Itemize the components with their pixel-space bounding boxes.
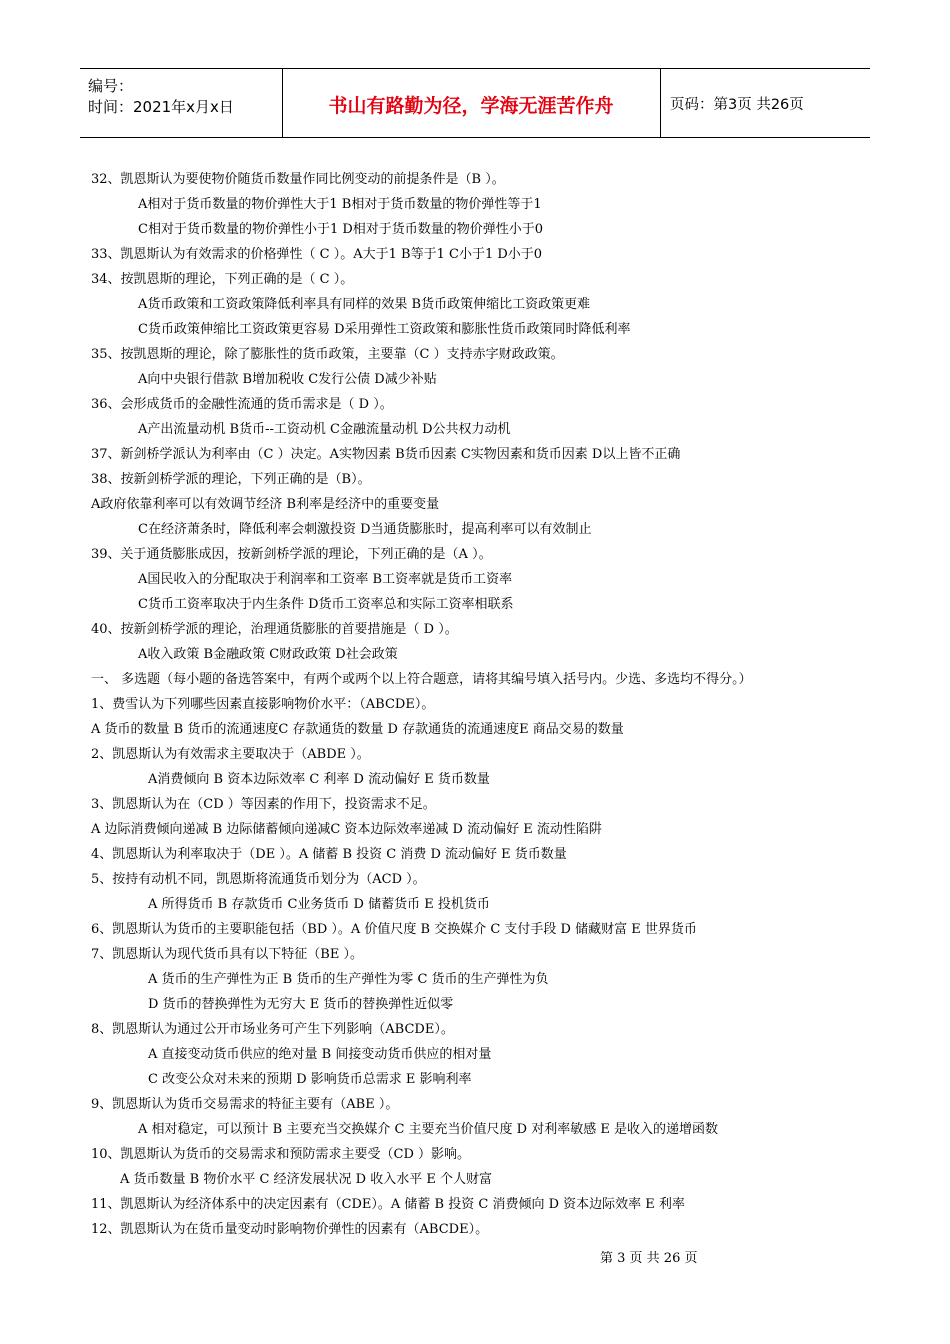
text-line: C货币政策伸缩比工资政策更容易 D采用弹性工资政策和膨胀性货币政策同时降低利率 (138, 322, 631, 337)
header-center-cell (282, 69, 661, 137)
header-motto: 书山有路勤为径，学海无涯苦作舟 (328, 95, 614, 117)
text-line: A政府依靠利率可以有效调节经济 B利率是经济中的重要变量 (91, 497, 440, 512)
text-line: A收入政策 B金融政策 C财政政策 D社会政策 (138, 647, 398, 662)
text-line: 3、凯恩斯认为在（CD ）等因素的作用下，投资需求不足。 (91, 797, 436, 812)
document-date-label: 时间：2021年x月x日 (88, 98, 234, 116)
text-line: 37、新剑桥学派认为利率由（C ）决定。A实物因素 B货币因素 C实物因素和货币因素 D以上皆不正确 (91, 447, 681, 462)
document-number-label: 编号： (88, 77, 134, 95)
text-line: 35、按凯恩斯的理论，除了膨胀性的货币政策，主要靠（C ）支持赤字财政政策。 (91, 347, 564, 362)
text-line: 36、会形成货币的金融性流通的货币需求是（ D ）。 (91, 397, 393, 412)
header-left-cell (80, 69, 283, 137)
text-line: A 货币数量 B 物价水平 C 经济发展状况 D 收入水平 E 个人财富 (120, 1172, 492, 1187)
text-line: D 货币的替换弹性为无穷大 E 货币的替换弹性近似零 (148, 997, 454, 1012)
text-line: 40、按新剑桥学派的理论，治理通货膨胀的首要措施是（ D ）。 (91, 622, 458, 637)
text-line: 2、凯恩斯认为有效需求主要取决于（ABDE ）。 (91, 747, 370, 762)
header-right-cell (660, 69, 870, 137)
text-line: 33、凯恩斯认为有效需求的价格弹性（ C ）。A大于1 B等于1 C小于1 D小于0 (91, 247, 543, 262)
text-line: 1、费雪认为下列哪些因素直接影响物价水平：（ABCDE）。 (91, 697, 435, 712)
text-line: 12、凯恩斯认为在货币量变动时影响物价弹性的因素有（ABCDE）。 (91, 1222, 489, 1237)
text-line: 32、凯恩斯认为要使物价随货币数量作同比例变动的前提条件是（B ）。 (91, 172, 505, 187)
header-page-info: 页码：第3页 共26页 (670, 97, 804, 113)
text-line: 5、按持有动机不同，凯恩斯将流通货币划分为（ACD ）。 (91, 872, 426, 887)
text-line: A 相对稳定，可以预计 B 主要充当交换媒介 C 主要充当价值尺度 D 对利率敏感 E 是收入的递增函数 (138, 1122, 718, 1137)
text-line: C在经济萧条时，降低利率会刺激投资 D当通货膨胀时，提高利率可以有效制止 (138, 522, 592, 537)
text-line: 9、凯恩斯认为货币交易需求的特征主要有（ABE ）。 (91, 1097, 399, 1112)
text-line: 7、凯恩斯认为现代货币具有以下特征（BE ）。 (91, 947, 363, 962)
text-line: A国民收入的分配取决于利润率和工资率 B工资率就是货币工资率 (138, 572, 513, 587)
text-line: A 所得货币 B 存款货币 C业务货币 D 储蓄货币 E 投机货币 (148, 897, 490, 912)
text-line: 34、按凯恩斯的理论，下列正确的是（ C ）。 (91, 272, 354, 287)
text-line: 8、凯恩斯认为通过公开市场业务可产生下列影响（ABCDE）。 (91, 1022, 454, 1037)
text-line: 4、凯恩斯认为利率取决于（DE ）。A 储蓄 B 投资 C 消费 D 流动偏好 E 货币数量 (91, 847, 567, 862)
text-line: C 改变公众对未来的预期 D 影响货币总需求 E 影响利率 (148, 1072, 472, 1087)
text-line: C货币工资率取决于内生条件 D货币工资率总和实际工资率相联系 (138, 597, 514, 612)
text-line: A消费倾向 B 资本边际效率 C 利率 D 流动偏好 E 货币数量 (148, 772, 490, 787)
text-line: A产出流量动机 B货币--工资动机 C金融流量动机 D公共权力动机 (138, 422, 511, 437)
text-line: 39、关于通货膨胀成因，按新剑桥学派的理论，下列正确的是（A ）。 (91, 547, 492, 562)
text-line: A相对于货币数量的物价弹性大于1 B相对于货币数量的物价弹性等于1 (138, 197, 542, 212)
text-line: 6、凯恩斯认为货币的主要职能包括（BD ）。A 价值尺度 B 交换媒介 C 支付手段 D 储藏财富 E 世界货币 (91, 922, 697, 937)
text-line: A 边际消费倾向递减 B 边际储蓄倾向递减C 资本边际效率递减 D 流动偏好 E 流动性陷阱 (91, 822, 602, 837)
text-line: 10、凯恩斯认为货币的交易需求和预防需求主要受（CD ）影响。 (91, 1147, 471, 1162)
page-header (80, 68, 870, 138)
text-line: A向中央银行借款 B增加税收 C发行公债 D减少补贴 (138, 372, 437, 387)
text-line: A货币政策和工资政策降低利率具有同样的效果 B货币政策伸缩比工资政策更难 (138, 297, 591, 312)
text-line: 38、按新剑桥学派的理论，下列正确的是（B）。 (91, 472, 371, 487)
text-line: 一、 多选题（每小题的备选答案中，有两个或两个以上符合题意，请将其编号填入括号内。少选、多选均不得分。） (91, 672, 752, 687)
text-line: A 货币的生产弹性为正 B 货币的生产弹性为零 C 货币的生产弹性为负 (148, 972, 549, 987)
page-footer: 第 3 页 共 26 页 (600, 1251, 698, 1266)
text-line: A 货币的数量 B 货币的流通速度C 存款通货的数量 D 存款通货的流通速度E 商品交易的数量 (91, 722, 624, 737)
text-line: 11、凯恩斯认为经济体系中的决定因素有（CDE）。A 储蓄 B 投资 C 消费倾向 D 资本边际效率 E 利率 (91, 1197, 685, 1212)
text-line: C相对于货币数量的物价弹性小于1 D相对于货币数量的物价弹性小于0 (138, 222, 544, 237)
text-line: A 直接变动货币供应的绝对量 B 间接变动货币供应的相对量 (148, 1047, 492, 1062)
